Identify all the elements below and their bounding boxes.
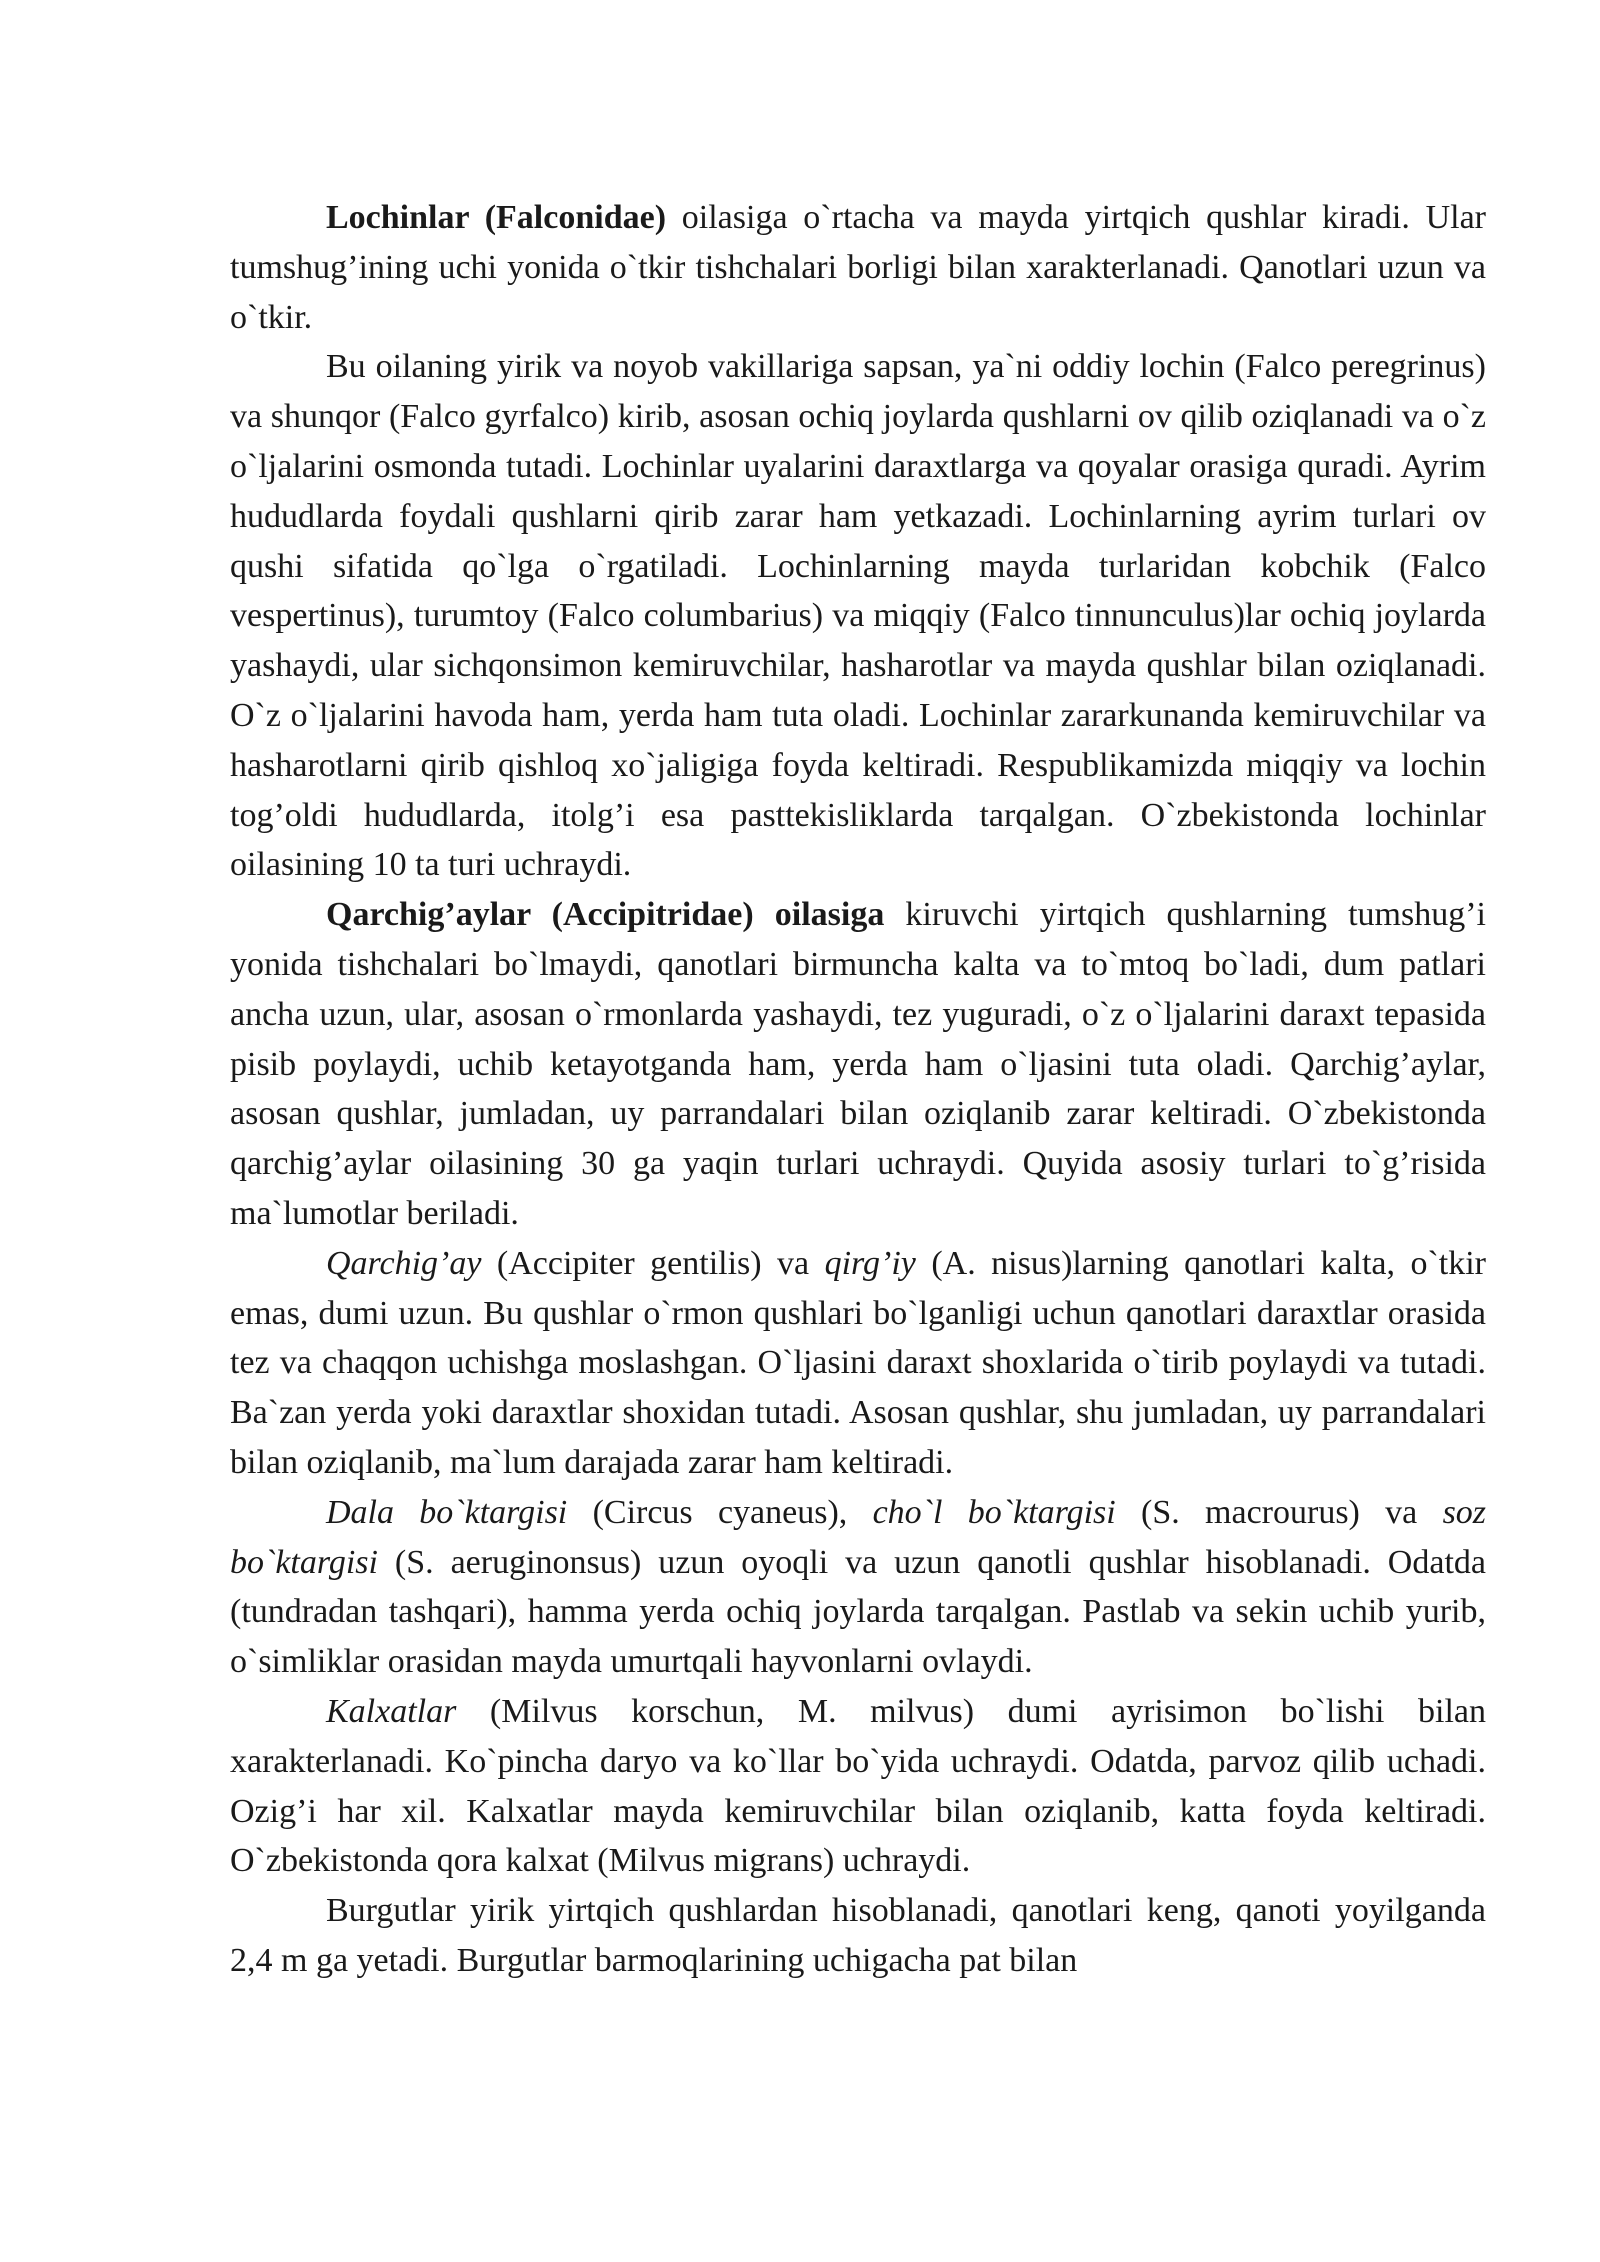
term-kalxatlar: Kalxatlar: [326, 1692, 457, 1730]
paragraph-text: (Accipiter gentilis) va: [481, 1244, 825, 1282]
paragraph-text: Burgutlar yirik yirtqich qushlardan hisoblanadi, qanotlari keng, qanoti yoyilganda 2,4 m ga yetadi. Burgutlar barmoqlarining uchigacha pat bilan: [230, 1892, 1486, 1979]
paragraph-text: (A. nisus)larning qanotlari kalta, o`tkir emas, dumi uzun. Bu qushlar o`rmon qushlari bo`lganligi uchun qanotlari daraxtlar orasida tez va chaqqon uchishga moslashgan. O`ljasini daraxt shoxlarida o`tirib poylaydi va tutadi. Ba`zan yerda yoki daraxtlar shoxidan tutadi. Asosan qushlar, shu jumladan, uy parrandalari bilan oziqlanib, ma`lum darajada zarar ham keltiradi.: [230, 1244, 1486, 1481]
term-qarchigay: Qarchig’ay: [326, 1244, 482, 1282]
paragraph-boktargi: [230, 1488, 1486, 1687]
paragraph-text: kiruvchi yirtqich qushlarning tumshug’i yonida tishchalari bo`lmaydi, qanotlari birmuncha kalta va to`mtoq bo`ladi, dum patlari ancha uzun, ular, asosan o`rmonlarda yashaydi, tez yuguradi, o`z o`ljalarini daraxt tepasida pisib poylaydi, uchib ketayotganda ham, yerda ham o`ljasini tuta oladi. Qarchig’aylar, asosan qushlar, jumladan, uy parrandalari bilan oziqlanib zarar keltiradi. O`zbekistonda qarchig’aylar oilasining 30 ga yaqin turlari uchraydi. Quyida asosiy turlari to`g’risida ma`lumotlar beriladi.: [230, 896, 1486, 1232]
paragraph-falconidae-species: [230, 342, 1486, 890]
term-accipitridae: Qarchig’aylar (Accipitridae) oilasiga: [326, 896, 885, 934]
paragraph-text: Bu oilaning yirik va noyob vakillariga sapsan, ya`ni oddiy lochin (Falco peregrinus) va shunqor (Falco gyrfalco) kirib, asosan ochiq joylarda qushlarni ov qilib oziqlanadi va o`z o`ljalarini osmonda tutadi. Lochinlar uyalarini daraxtlarga va qoyalar orasiga quradi. Ayrim hududlarda foydali qushlarni qirib zarar ham yetkazadi. Lochinlarning ayrim turlari ov qushi sifatida qo`lga o`rgatiladi. Lochinlarning mayda turlaridan kobchik (Falco vespertinus), turumtoy (Falco columbarius) va miqqiy (Falco tinnunculus)lar ochiq joylarda yashaydi, ular sichqonsimon kemiruvchilar, hasharotlar va mayda qushlar bilan oziqlanadi. O`z o`ljalarini havoda ham, yerda ham tuta oladi. Lochinlar zararkunanda kemiruvchilar va hasharotlarni qirib qishloq xo`jaligiga foyda keltiradi. Respublikamizda miqqiy va lochin tog’oldi hududlarda, itolg’i esa pasttekisliklarda tarqalgan. O`zbekistonda lochinlar oilasining 10 ta turi uchraydi.: [230, 348, 1486, 884]
paragraph-text: (S. macrourus) va: [1115, 1493, 1443, 1531]
paragraph-qarchigay: [230, 1239, 1486, 1488]
document-page: [230, 193, 1486, 1986]
term-chol-boktargisi: cho`l bo`ktargisi: [872, 1493, 1116, 1531]
term-falconidae: Lochinlar (Falconidae): [326, 199, 667, 236]
paragraph-text: (S. aeruginonsus) uzun oyoqli va uzun qanotli qushlar hisoblanadi. Odatda (tundradan tashqari), hamma yerda ochiq joylarda tarqalgan. Pastlab va sekin uchib yurib, o`simliklar orasidan mayda umurtqali hayvonlarni ovlaydi.: [230, 1543, 1486, 1681]
paragraph-text: (Circus cyaneus),: [567, 1493, 873, 1531]
term-qirgiy: qirg’iy: [824, 1244, 916, 1282]
paragraph-falconidae: [230, 193, 1486, 342]
term-dala-boktargisi: Dala bo`ktargisi: [326, 1493, 568, 1531]
paragraph-accipitridae: [230, 890, 1486, 1239]
paragraph-text: (Milvus korschun, M. milvus) dumi ayrisimon bo`lishi bilan xarakterlanadi. Ko`pincha daryo va ko`llar bo`yida uchraydi. Odatda, parvoz qilib uchadi. Ozig’i har xil. Kalxatlar mayda kemiruvchilar bilan oziqlanib, katta foyda keltiradi. O`zbekistonda qora kalxat (Milvus migrans) uchraydi.: [230, 1692, 1486, 1880]
paragraph-kalxatlar: [230, 1687, 1486, 1886]
term-soz-boktargisi: soz bo`ktargisi: [230, 1493, 1487, 1581]
paragraph-text: oilasiga o`rtacha va mayda yirtqich qushlar kiradi. Ular tumshug’ining uchi yonida o`tkir tishchalari borligi bilan xarakterlanadi. Qanotlari uzun va o`tkir.: [230, 199, 1486, 336]
paragraph-burgutlar: [230, 1886, 1486, 1986]
